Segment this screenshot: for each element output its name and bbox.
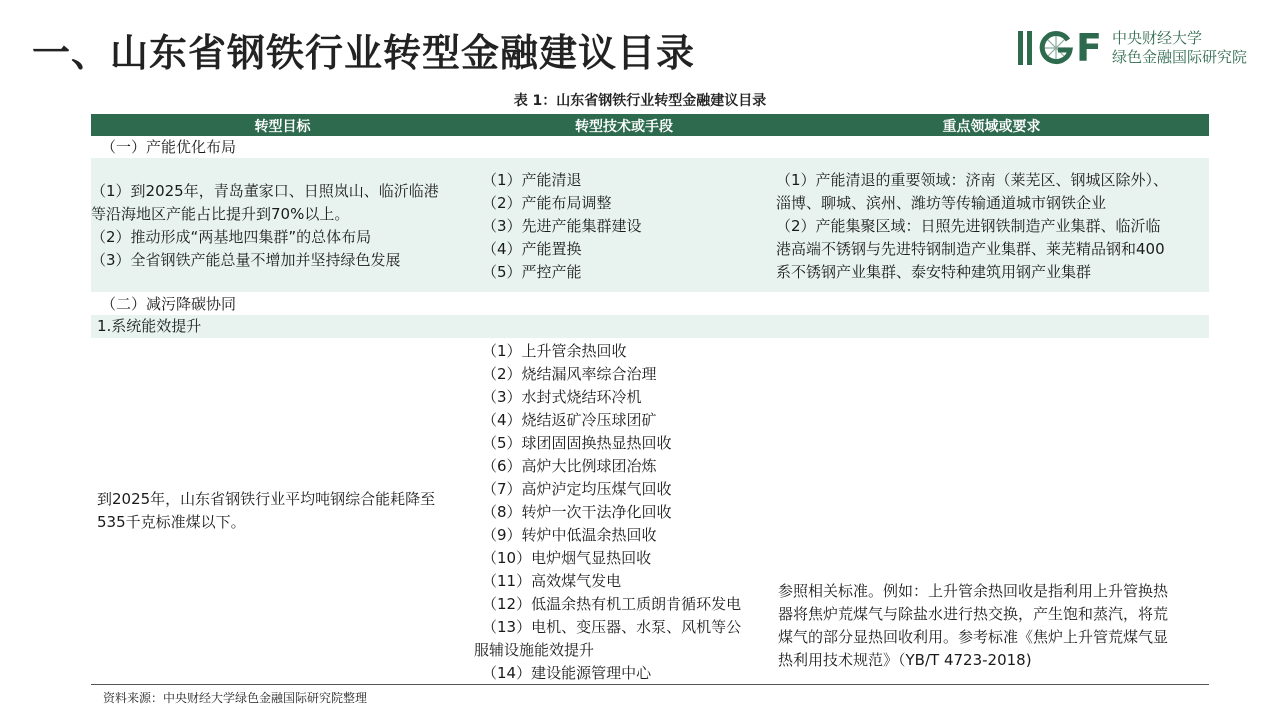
cell-line: 535千克标准煤以下。 [97,513,246,531]
cell-requirements [778,580,1208,672]
page-title: 一、山东省钢铁行业转型金融建议目录 [32,31,696,75]
cell-technology [474,340,772,685]
section-label: （一）产能优化布局 [101,138,237,156]
cell-line: （3）水封式烧结环冷机 [482,388,642,406]
logo-org-name [1112,29,1247,67]
cell-line: （8）转炉一次干法净化回收 [482,503,672,521]
section-label: （二）减污降碳协同 [101,295,237,313]
cell-line: （7）高炉泸定均压煤气回收 [482,480,672,498]
table-caption: 表 1：山东省钢铁行业转型金融建议目录 [513,93,767,109]
cell-line: （5）严控产能 [482,263,582,281]
logo-letter-f: F [1076,26,1102,70]
cell-line: （13）电机、变压器、水泵、风机等公 [482,618,742,636]
column-header-target: 转型目标 [254,119,311,135]
logo-bar-2 [1027,31,1032,65]
cell-line: （1）上升管余热回收 [482,342,627,360]
cell-line: （2）产能布局调整 [482,194,612,212]
column-header-requirements: 重点领域或要求 [942,119,1041,135]
logo-bar-1 [1018,31,1023,65]
logo-mark [1018,26,1102,70]
cell-line: 港高端不锈钢与先进特钢制造产业集群、莱芜精品钢和400 [776,240,1165,258]
cell-target [97,488,474,534]
section-row-capacity [91,136,1209,158]
cell-line: 系不锈钢产业集群、泰安特种建筑用钢产业集群 [776,263,1092,281]
cell-line: （11）高效煤气发电 [482,572,622,590]
logo-org-line1: 中央财经大学 [1111,29,1202,47]
cell-requirements [776,169,1208,284]
cell-line: 等沿海地区产能占比提升到70%以上。 [91,205,350,223]
cell-line: （2）烧结漏风率综合治理 [482,365,657,383]
cell-line: 煤气的部分显热回收利用。参考标准《焦炉上升管荒煤气显 [778,628,1169,646]
section-row-pollution-carbon [91,292,1209,315]
cell-line: 服辅设施能效提升 [474,641,595,659]
column-header-technology: 转型技术或手段 [575,119,673,135]
cell-line: （9）转炉中低温余热回收 [482,526,657,544]
cell-line: （14）建设能源管理中心 [482,664,652,682]
cell-line: 器将焦炉荒煤气与除盐水进行热交换，产生饱和蒸汽，将荒 [778,605,1169,623]
cell-line: （4）烧结返矿冷压球团矿 [482,411,657,429]
cell-target [91,180,474,272]
cell-line: （3）全省钢铁产能总量不增加并坚持绿色发展 [91,251,401,269]
source-note: 资料来源：中央财经大学绿色金融国际研究院整理 [103,691,368,705]
logo-org-line2: 绿色金融国际研究院 [1111,48,1247,66]
subsection-label: 1.系统能效提升 [97,317,202,335]
cell-line: （2）产能集聚区域：日照先进钢铁制造产业集群、临沂临 [776,217,1161,235]
cell-line: 参照相关标准。例如：上升管余热回收是指利用上升管换热 [778,582,1169,600]
cell-line: （12）低温余热有机工质朗肯循环发电 [482,595,742,613]
table-row-capacity [91,158,1209,292]
cell-line: 热利用技术规范》（YB/T 4723-2018) [778,651,1032,669]
table-header [91,114,1209,136]
cell-line: （2）推动形成“两基地四集群”的总体布局 [91,228,372,246]
cell-line: （5）球团固固换热显热回收 [482,434,672,452]
cell-line: （3）先进产能集群建设 [482,217,642,235]
cell-technology [482,169,772,284]
cell-line: （6）高炉大比例球团冶炼 [482,457,657,475]
subsection-row-energy-efficiency [91,315,1209,338]
cell-line: （4）产能置换 [482,240,582,258]
globe-g-icon [1038,30,1074,66]
table-bottom-rule [91,684,1209,685]
iigf-logo [1018,26,1247,70]
cell-line: （10）电炉烟气显热回收 [482,549,652,567]
cell-line: 淄博、聊城、滨州、潍坊等传输通道城市钢铁企业 [776,194,1107,212]
cell-line: （1）到2025年，青岛董家口、日照岚山、临沂临港 [91,182,439,200]
cell-line: （1）产能清退的重要领域：济南（莱芜区、钢城区除外）、 [776,171,1169,189]
table-row-energy-efficiency [91,338,1209,684]
cell-line: （1）产能清退 [482,171,582,189]
cell-line: 到2025年，山东省钢铁行业平均吨钢综合能耗降至 [97,490,436,508]
